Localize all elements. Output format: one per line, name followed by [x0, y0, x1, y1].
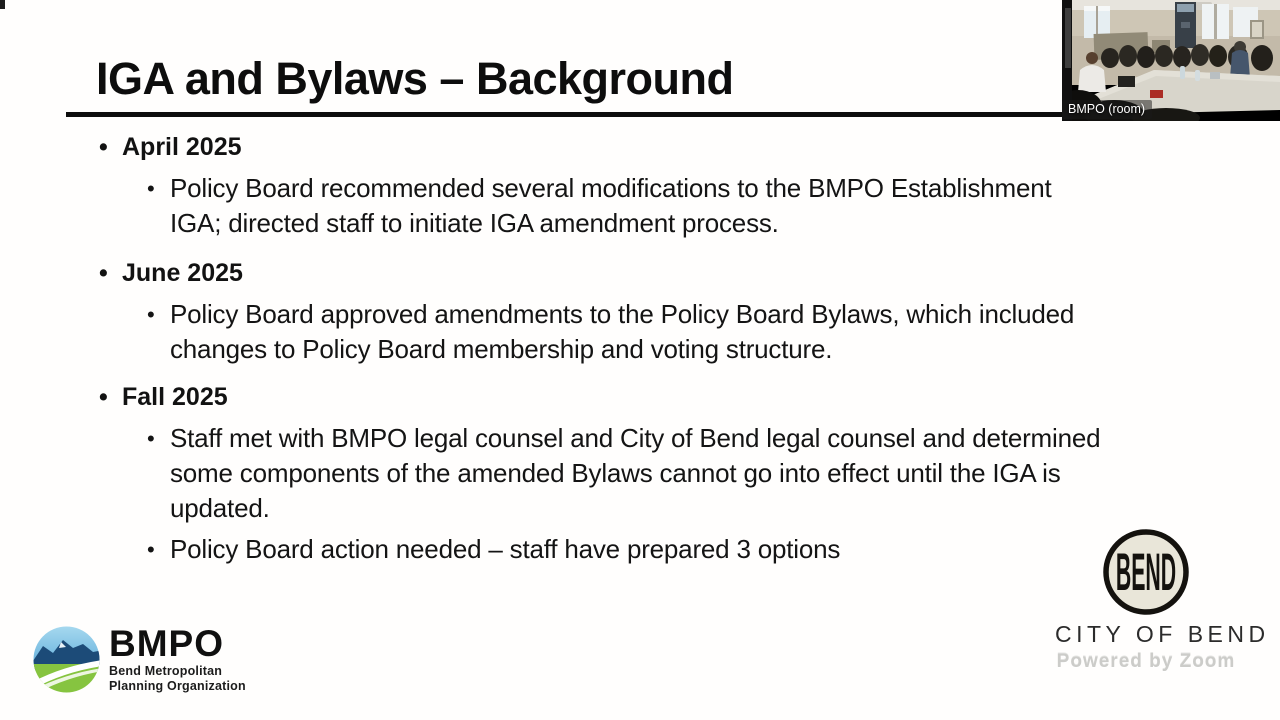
bmpo-logo: [33, 623, 246, 694]
bullet-section-april: [96, 130, 1106, 240]
bend-caption: CITY OF BEND: [1055, 621, 1270, 647]
powered-by-zoom-watermark: Powered by Zoom: [1056, 651, 1236, 672]
bullet-heading: • Fall 2025: [96, 380, 1106, 414]
participant-video-tile[interactable]: [1062, 0, 1280, 121]
bmpo-subtitle: [109, 664, 246, 694]
city-of-bend-logo: [1055, 528, 1270, 673]
bullet-heading: • June 2025: [96, 256, 1106, 290]
participant-name-label: BMPO (room): [1062, 100, 1152, 119]
video-compression-artifact: [0, 0, 5, 9]
bmpo-logo-text: [109, 623, 246, 694]
bullet-item: • Policy Board approved amendments to the Policy Board Bylaws, which included changes to Policy Board membership and voting structure.: [96, 297, 1106, 366]
bmpo-logo-icon: [33, 626, 100, 693]
bmpo-acronym: BMPO: [109, 623, 224, 664]
bullet-section-fall: [96, 380, 1106, 566]
slide-title: IGA and Bylaws – Background: [96, 53, 734, 104]
bullet-item: • Policy Board action needed – staff have prepared 3 options: [96, 532, 1106, 567]
bullet-section-june: [96, 256, 1106, 366]
bmpo-subtitle-line2: Planning Organization: [109, 679, 246, 693]
bullet-heading: • April 2025: [96, 130, 1106, 164]
slide-body: [96, 130, 1106, 567]
bend-monogram: BEND: [1115, 544, 1177, 602]
title-underline: [66, 112, 1065, 117]
bullet-item: • Staff met with BMPO legal counsel and City of Bend legal counsel and determined some components of the amended Bylaws cannot go into effect until the IGA is updated.: [96, 421, 1106, 525]
bend-seal-icon: [1102, 528, 1190, 616]
bullet-item: • Policy Board recommended several modifications to the BMPO Establishment IGA; directed staff to initiate IGA amendment process.: [96, 171, 1106, 240]
bmpo-subtitle-line1: Bend Metropolitan: [109, 664, 223, 678]
